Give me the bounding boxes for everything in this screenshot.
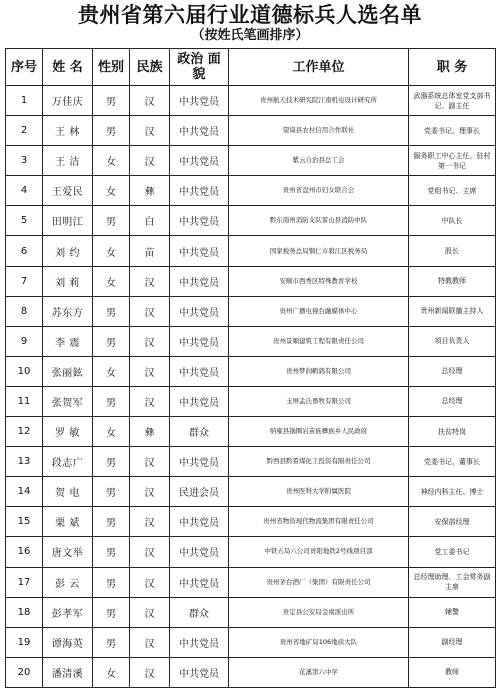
- cell-political: 民进会员: [170, 477, 229, 507]
- cell-position: 党委书记、董事长: [409, 447, 496, 477]
- cell-ethnicity: 汉: [130, 116, 170, 146]
- table-body: [6, 86, 496, 688]
- table-row: [6, 116, 496, 146]
- cell-unit: 中铁五局六公司贵阳地铁2号线项目部: [229, 537, 409, 567]
- cell-position: 总经理助理、工会常务副主席: [409, 567, 496, 597]
- cell-ethnicity: 汉: [130, 356, 170, 386]
- cell-position: 股长: [409, 236, 496, 266]
- cell-name: 张贺军: [43, 386, 93, 416]
- table-row: [6, 537, 496, 567]
- header-ethnicity: 民族: [130, 49, 170, 86]
- cell-no: 16: [6, 537, 43, 567]
- cell-no: 15: [6, 507, 43, 537]
- cell-unit: 花溪第六中学: [229, 657, 409, 687]
- cell-position: 党委书记、理事长: [409, 116, 496, 146]
- cell-gender: 女: [93, 657, 130, 687]
- cell-political: 中共党员: [170, 356, 229, 386]
- cell-name: 王 林: [43, 116, 93, 146]
- cell-gender: 男: [93, 507, 130, 537]
- cell-no: 4: [6, 176, 43, 206]
- cell-name: 彭 云: [43, 567, 93, 597]
- cell-position: 神经内科主任、博士: [409, 477, 496, 507]
- cell-political: 中共党员: [170, 116, 229, 146]
- cell-unit: 贵州梦润鹌鹑有限公司: [229, 356, 409, 386]
- cell-name: 张丽鉉: [43, 356, 93, 386]
- cell-ethnicity: 汉: [130, 477, 170, 507]
- cell-no: 9: [6, 326, 43, 356]
- roster-table: [5, 48, 496, 688]
- cell-position: 项目负责人: [409, 326, 496, 356]
- table-row: [6, 507, 496, 537]
- cell-name: 刘 约: [43, 236, 93, 266]
- cell-political: 中共党员: [170, 507, 229, 537]
- cell-no: 14: [6, 477, 43, 507]
- cell-ethnicity: 彝: [130, 176, 170, 206]
- cell-name: 栗 斌: [43, 507, 93, 537]
- cell-ethnicity: 汉: [130, 386, 170, 416]
- cell-ethnicity: 汉: [130, 657, 170, 687]
- cell-name: 段志广: [43, 447, 93, 477]
- cell-unit: 贵州茅台酒厂（集团）有限责任公司: [229, 567, 409, 597]
- cell-no: 8: [6, 296, 43, 326]
- cell-unit: 玉屏孟氏畜牧有限公司: [229, 386, 409, 416]
- table-row: [6, 206, 496, 236]
- cell-gender: 男: [93, 447, 130, 477]
- cell-name: 贺 电: [43, 477, 93, 507]
- table-row: [6, 296, 496, 326]
- cell-unit: 安顺市西秀区特殊教育学校: [229, 266, 409, 296]
- cell-ethnicity: 白: [130, 206, 170, 236]
- cell-name: 刘 莉: [43, 266, 93, 296]
- cell-no: 12: [6, 417, 43, 447]
- cell-ethnicity: 苗: [130, 236, 170, 266]
- cell-unit: 贵州景顺建筑工程有限责任公司: [229, 326, 409, 356]
- cell-position: 安保部经理: [409, 507, 496, 537]
- table-row: [6, 447, 496, 477]
- cell-unit: 黔东南州消防支队雷山县消防中队: [229, 206, 409, 236]
- cell-political: 中共党员: [170, 326, 229, 356]
- cell-ethnicity: 汉: [130, 326, 170, 356]
- cell-political: 中共党员: [170, 657, 229, 687]
- cell-name: 谭海英: [43, 627, 93, 657]
- cell-no: 13: [6, 447, 43, 477]
- cell-political: 中共党员: [170, 567, 229, 597]
- cell-gender: 女: [93, 236, 130, 266]
- cell-unit: 贵州省物资现代物流集团有限责任公司: [229, 507, 409, 537]
- cell-unit: 望谟县农村信用合作联社: [229, 116, 409, 146]
- cell-political: 中共党员: [170, 296, 229, 326]
- cell-position: 总经理: [409, 356, 496, 386]
- cell-ethnicity: 汉: [130, 146, 170, 176]
- cell-ethnicity: 汉: [130, 567, 170, 597]
- cell-political: 群众: [170, 597, 229, 627]
- cell-name: 田明江: [43, 206, 93, 236]
- cell-name: 王爱民: [43, 176, 93, 206]
- cell-no: 10: [6, 356, 43, 386]
- cell-gender: 女: [93, 417, 130, 447]
- header-gender: 性别: [93, 49, 130, 86]
- cell-political: 群众: [170, 417, 229, 447]
- cell-gender: 男: [93, 567, 130, 597]
- cell-gender: 女: [93, 176, 130, 206]
- table-row: [6, 326, 496, 356]
- cell-position: 党工委书记: [409, 537, 496, 567]
- cell-political: 中共党员: [170, 146, 229, 176]
- cell-no: 6: [6, 236, 43, 266]
- cell-gender: 男: [93, 627, 130, 657]
- cell-gender: 女: [93, 266, 130, 296]
- cell-position: 副经理: [409, 627, 496, 657]
- table-row: [6, 356, 496, 386]
- cell-gender: 男: [93, 206, 130, 236]
- cell-position: 辅警: [409, 597, 496, 627]
- header-political: 政治 面貌: [170, 49, 229, 86]
- cell-no: 3: [6, 146, 43, 176]
- cell-unit: 纳雍县锅圈岩苗族彝族乡人民政府: [229, 417, 409, 447]
- cell-unit: 贵州广播电视台融媒体中心: [229, 296, 409, 326]
- cell-ethnicity: 汉: [130, 86, 170, 116]
- cell-no: 11: [6, 386, 43, 416]
- cell-ethnicity: 汉: [130, 266, 170, 296]
- cell-ethnicity: 汉: [130, 447, 170, 477]
- cell-gender: 女: [93, 356, 130, 386]
- cell-unit: 贵定县公安局金南派出所: [229, 597, 409, 627]
- cell-gender: 男: [93, 326, 130, 356]
- cell-position: 扶贫特岗: [409, 417, 496, 447]
- header-position: 职 务: [409, 49, 496, 86]
- cell-unit: 贵州省盘州市妇女联合会: [229, 176, 409, 206]
- table-row: [6, 477, 496, 507]
- table-row: [6, 236, 496, 266]
- table-row: [6, 627, 496, 657]
- cell-political: 中共党员: [170, 386, 229, 416]
- table-row: [6, 597, 496, 627]
- cell-no: 2: [6, 116, 43, 146]
- table-row: [6, 386, 496, 416]
- cell-ethnicity: 汉: [130, 627, 170, 657]
- cell-gender: 男: [93, 537, 130, 567]
- page-title: 贵州省第六届行业道德标兵人选名单: [78, 2, 422, 27]
- cell-name: 唐文举: [43, 537, 93, 567]
- cell-political: 中共党员: [170, 266, 229, 296]
- cell-position: 中队长: [409, 206, 496, 236]
- header-name: 姓 名: [43, 49, 93, 86]
- cell-political: 中共党员: [170, 447, 229, 477]
- cell-political: 中共党员: [170, 236, 229, 266]
- cell-gender: 男: [93, 477, 130, 507]
- cell-position: 教师: [409, 657, 496, 687]
- cell-gender: 男: [93, 597, 130, 627]
- cell-gender: 男: [93, 386, 130, 416]
- cell-political: 中共党员: [170, 627, 229, 657]
- cell-position: 武器系统总体室党支部书记、副主任: [409, 86, 496, 116]
- table-row: [6, 176, 496, 206]
- cell-name: 王 洁: [43, 146, 93, 176]
- cell-unit: 贵州航天技术研究院江南机电设计研究所: [229, 86, 409, 116]
- cell-position: 党组书记、主席: [409, 176, 496, 206]
- cell-name: 罗 敏: [43, 417, 93, 447]
- cell-position: 服务职工中心主任、驻村第一书记: [409, 146, 496, 176]
- cell-unit: 贵州省地矿局106地质大队: [229, 627, 409, 657]
- cell-name: 李 震: [43, 326, 93, 356]
- cell-ethnicity: 汉: [130, 597, 170, 627]
- cell-position: 特教教师: [409, 266, 496, 296]
- table-header-row: [6, 49, 496, 86]
- cell-ethnicity: 汉: [130, 507, 170, 537]
- cell-position: 总经理: [409, 386, 496, 416]
- cell-gender: 男: [93, 86, 130, 116]
- cell-ethnicity: 彝: [130, 417, 170, 447]
- cell-no: 1: [6, 86, 43, 116]
- table-row: [6, 86, 496, 116]
- cell-political: 中共党员: [170, 176, 229, 206]
- cell-gender: 男: [93, 296, 130, 326]
- cell-name: 潘清溪: [43, 657, 93, 687]
- cell-gender: 女: [93, 146, 130, 176]
- cell-unit: 贵州医科大学附属医院: [229, 477, 409, 507]
- cell-political: 中共党员: [170, 206, 229, 236]
- cell-no: 5: [6, 206, 43, 236]
- header-no: 序号: [6, 49, 43, 86]
- cell-unit: 黔西县黔希煤化工投资有限责任公司: [229, 447, 409, 477]
- cell-name: 彭孝军: [43, 597, 93, 627]
- cell-gender: 男: [93, 116, 130, 146]
- cell-name: 万佳庆: [43, 86, 93, 116]
- table-row: [6, 146, 496, 176]
- cell-no: 18: [6, 597, 43, 627]
- cell-no: 20: [6, 657, 43, 687]
- cell-name: 苏东方: [43, 296, 93, 326]
- cell-political: 中共党员: [170, 86, 229, 116]
- cell-no: 17: [6, 567, 43, 597]
- cell-unit: 紫云自治县总工会: [229, 146, 409, 176]
- cell-political: 中共党员: [170, 537, 229, 567]
- cell-unit: 国家税务总局铜仁市碧江区税务局: [229, 236, 409, 266]
- table-row: [6, 657, 496, 687]
- cell-ethnicity: 汉: [130, 296, 170, 326]
- page-subtitle: （按姓氏笔画排序）: [191, 28, 309, 43]
- table-row: [6, 266, 496, 296]
- table-row: [6, 567, 496, 597]
- table-row: [6, 417, 496, 447]
- cell-no: 7: [6, 266, 43, 296]
- cell-position: 贵州新闻联播主持人: [409, 296, 496, 326]
- cell-no: 19: [6, 627, 43, 657]
- header-unit: 工作单位: [229, 49, 409, 86]
- cell-ethnicity: 汉: [130, 537, 170, 567]
